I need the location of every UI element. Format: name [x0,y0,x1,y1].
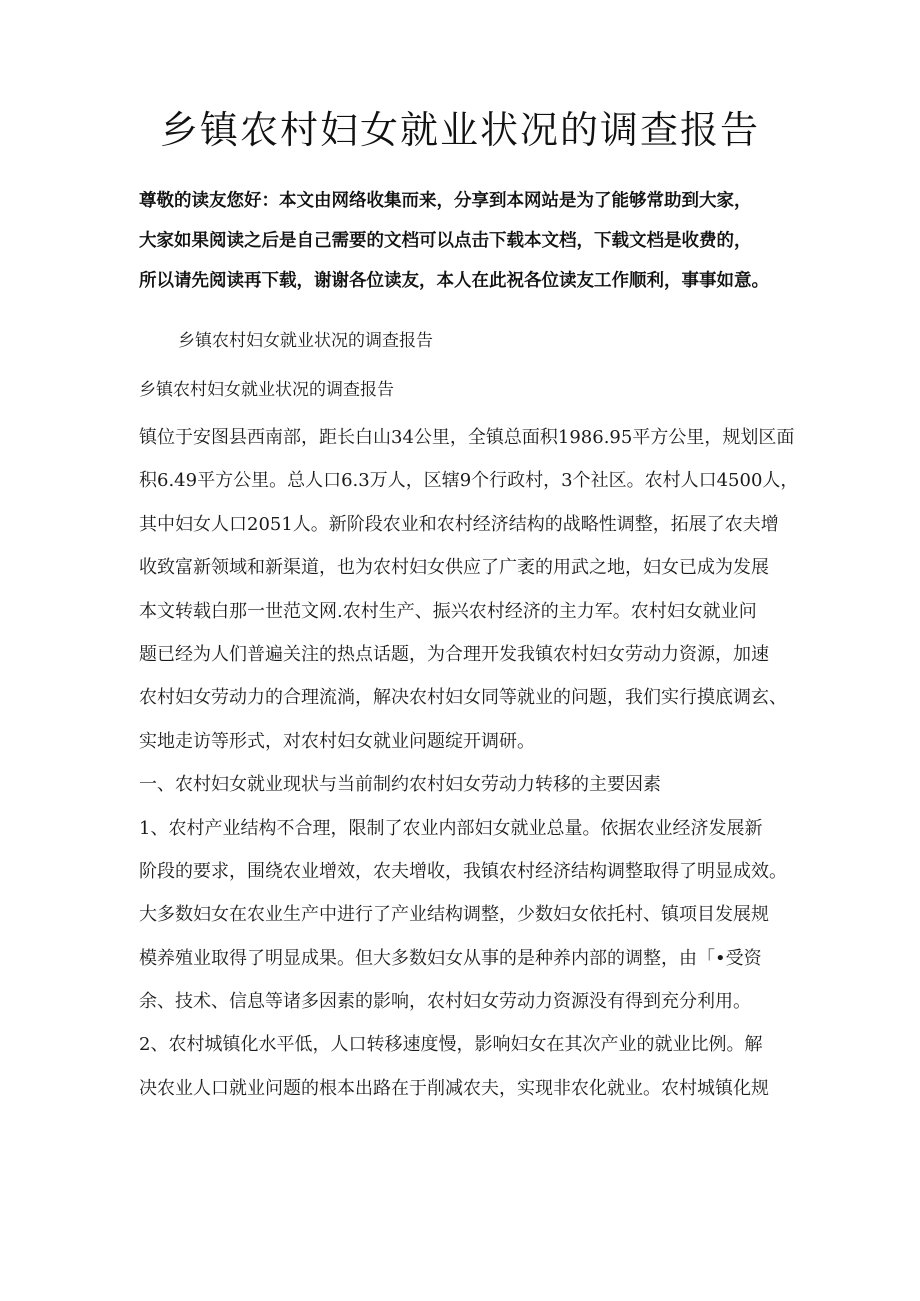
body-line: 1、农村产业结构不合理，限制了农业内部妇女就业总量。依据农业经济发展新 [139,817,763,839]
body-line: 决农业人口就业问题的根本出路在于削减农夫，实现非农化就业。农村城镇化规 [139,1077,769,1099]
notice-line: 大家如果阅读之后是自己需要的文档可以点击下载本文档，下载文档是收费的， [139,231,752,251]
download-notice [139,181,791,301]
body-line: 农村妇女劳动力的合理流淌，解决农村妇女同等就业的问题，我们实行摸底调玄、 [139,687,787,709]
body-line: 题已经为人们普遍关注的热点话题，为合理开发我镇农村妇女劳动力资源，加速 [139,643,769,665]
notice-line: 尊敬的读友您好：本文由网络收集而来，分享到本网站是为了能够常助到大家， [139,191,752,211]
report-subheading: 乡镇农村妇女就业状况的调查报告 [139,380,394,400]
notice-line: 所以请先阅读再下载，谢谢各位读友，本人在此祝各位读友工作顺利，事事如意。 [139,271,769,291]
document-title: 乡镇农村妇女就业状况的调查报告 [159,108,760,152]
body-line: 积6.49平方公里。总人口6.3万人，区辖9个行政村，3个社区。农村人口4500人， [139,470,799,492]
body-line: 其中妇女人口2051人。新阶段农业和农村经济结构的战略性调整，拓展了农夫增 [139,513,779,535]
body-line: 大多数妇女在农业生产中进行了产业结构调整，少数妇女依托村、镇项目发展规 [139,904,769,926]
body-line: 模养殖业取得了明显成果。但大多数妇女从事的是种养内部的调整，由「•受资 [139,947,762,969]
body-line: 本文转载白那一世范文网.农村生产、振兴农村经济的主力军。农村妇女就业问 [139,600,757,622]
report-subheading-indented: 乡镇农村妇女就业状况的调查报告 [178,331,433,351]
body-line: 余、技术、信息等诸多因素的影响，农村妇女劳动力资源没有得到充分利用。 [139,991,751,1013]
report-body [139,416,799,1110]
body-line: 实地走访等形式，对农村妇女就业问题绽开调研。 [139,730,535,752]
body-line: 阶段的要求，围绕农业增效，农夫增收，我镇农村经济结构调整取得了明显成效。 [139,860,787,882]
section-heading: 一、农村妇女就业现状与当前制约农村妇女劳动力转移的主要因素 [139,774,661,796]
body-line: 2、农村城镇化水平低，人口转移速度慢，影响妇女在其次产业的就业比例。解 [139,1034,763,1056]
body-line: 收致富新领域和新渠道，也为农村妇女供应了广袤的用武之地，妇女已成为发展 [139,557,769,579]
body-line: 镇位于安图县西南部，距长白山34公里，全镇总面积1986.95平方公里，规划区面 [139,427,795,448]
